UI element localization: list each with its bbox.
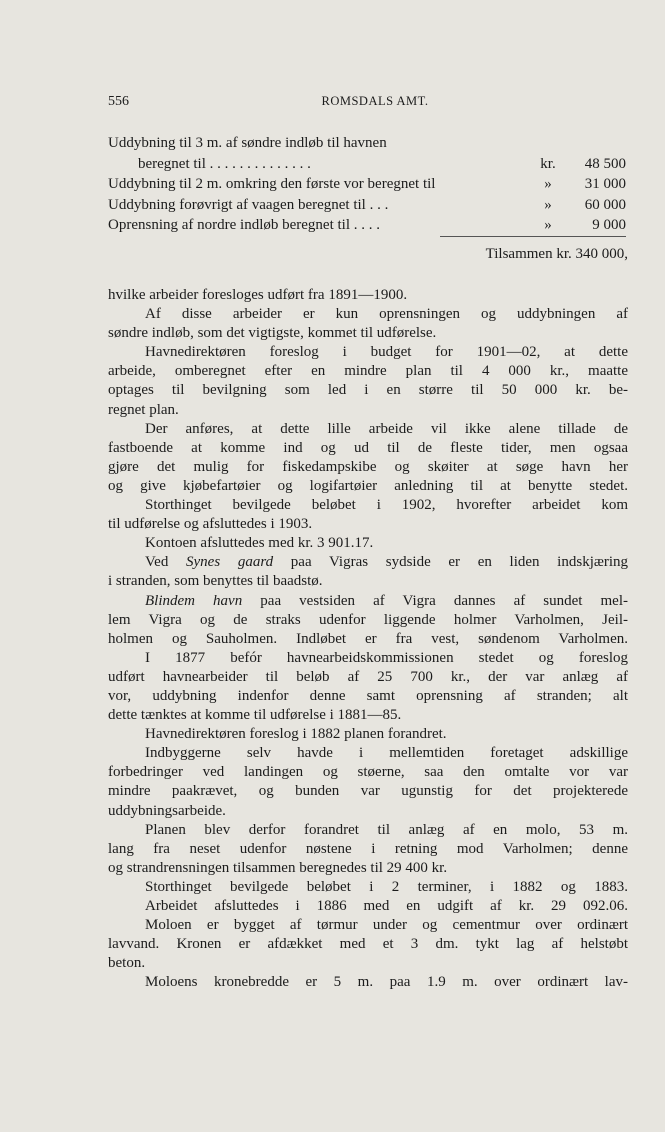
- text-line: søndre indløb, som det vigtigste, kommet til udførelse.: [108, 325, 437, 342]
- cost-description: Uddybning til 2 m. omkring den første vor beregnet til: [108, 176, 436, 192]
- text-line: optages til bevilgning som led i en større til 50 000 kr. be-: [108, 382, 628, 399]
- body-text: [108, 286, 628, 992]
- text-line: lang fra neset udenfor nøstene i retning mod Varholmen; denne: [108, 840, 628, 857]
- cost-value: 48 500: [584, 155, 626, 172]
- text-line: [108, 592, 628, 611]
- text-line: I 1877 befór havnearbeidskommissionen stedet og foreslog: [145, 649, 628, 666]
- text-line: arbeide, omberegnet efter en mindre plan til 4 000 kr., maatte: [108, 363, 628, 380]
- text-line: og give kjøbefartøier og logifartøier anledning til at benytte stedet.: [108, 477, 628, 494]
- cost-value: 60 000: [584, 196, 626, 213]
- total-rule: [440, 236, 626, 237]
- text-line: Planen blev derfor forandret til anlæg af en molo, 53 m.: [145, 821, 628, 838]
- text-line: Moloens kronebredde er 5 m. paa 1.9 m. over ordinært lav-: [145, 974, 628, 991]
- text-line: hvilke arbeider foresloges udført fra 1891—1900.: [108, 287, 408, 303]
- page-number: 556: [108, 94, 129, 109]
- cost-row: [108, 174, 628, 195]
- cost-row: [108, 195, 628, 216]
- text-line: udført havnearbeider til beløb af 25 700 kr., der var anlæg af: [108, 668, 628, 685]
- cost-unit: »: [544, 176, 552, 192]
- cost-table: [108, 133, 628, 236]
- text-line: Arbeidet afsluttedes i 1886 med en udgift af kr. 29 092.06.: [145, 898, 628, 914]
- text-line: forbedringer ved landingen og støerne, saa den omtalte vor var: [108, 764, 628, 781]
- text-line: Indbyggerne selv havde i mellemtiden foretaget adskillige: [145, 745, 628, 762]
- text-line: i stranden, som benyttes til baadstø.: [108, 573, 323, 590]
- text-line: fastboende at komme ind og ud til de fleste tider, men ogsaa: [108, 439, 628, 456]
- cost-description: beregnet til . . . . . . . . . . . . . .: [138, 155, 311, 172]
- cost-value: 31 000: [584, 176, 626, 192]
- cost-description: Uddybning til 3 m. af søndre indløb til havnen: [108, 135, 387, 151]
- text-fragment: paa vestsiden af Vigra dannes af sundet mel-: [260, 592, 629, 609]
- cost-unit: kr.: [540, 155, 556, 172]
- page-header: [108, 94, 628, 114]
- running-title: ROMSDALS AMT.: [321, 94, 429, 108]
- cost-row: [108, 154, 628, 175]
- text-line: Havnedirektøren foreslog i 1882 planen forandret.: [145, 726, 447, 743]
- cost-total: Tilsammen kr. 340 000,: [485, 246, 628, 262]
- text-line: gjøre det mulig for fiskedampskibe og skøiter at søge havn her: [108, 458, 628, 475]
- text-line: holmen og Sauholmen. Indløbet er fra vest, søndenom Varholmen.: [108, 630, 628, 647]
- text-fragment: paa Vigras sydside er en liden indskjæring: [290, 554, 629, 571]
- text-line: Moloen er bygget af tørmur under og cementmur over ordinært: [145, 917, 628, 934]
- text-line: og strandrensningen tilsammen beregnedes til 29 400 kr.: [108, 859, 448, 876]
- cost-unit: »: [544, 217, 552, 233]
- text-line: Havnedirektøren foreslog i budget for 1901—02, at dette: [145, 344, 628, 361]
- text-line: vor, uddybning indenfor denne samt oprensning af stranden; alt: [108, 687, 628, 704]
- text-line: uddybningsarbeide.: [108, 802, 226, 819]
- cost-value: 9 000: [592, 217, 626, 233]
- text-line: beton.: [108, 955, 146, 972]
- cost-description: Uddybning forøvrigt af vaagen beregnet til . . .: [108, 196, 389, 213]
- place-name: Synes gaard: [186, 554, 274, 571]
- text-line: Kontoen afsluttedes med kr. 3 901.17.: [145, 535, 374, 552]
- text-line: lavvand. Kronen er afdækket med et 3 dm. tykt lag af helstøbt: [108, 936, 628, 953]
- cost-row: [108, 215, 628, 236]
- text-line: lem Vigra og de straks udenfor liggende holmer Varholmen, Jeil-: [108, 611, 628, 628]
- cost-description: Oprensning af nordre indløb beregnet til . . . .: [108, 217, 381, 233]
- text-line: regnet plan.: [108, 401, 179, 418]
- text-line: dette tænktes at komme til udførelse i 1881—85.: [108, 707, 402, 724]
- cost-row: [108, 133, 628, 154]
- place-name: Blindem havn: [145, 592, 243, 609]
- text-line: Der anføres, at dette lille arbeide vil ikke alene tillade de: [145, 420, 628, 437]
- text-line: til udførelse og afsluttedes i 1903.: [108, 516, 313, 533]
- text-line: Storthinget bevilgede beløbet i 1902, hvorefter arbeidet kom: [145, 497, 628, 514]
- text-line: [108, 553, 628, 572]
- text-fragment: Ved: [145, 554, 169, 571]
- cost-unit: »: [544, 196, 552, 213]
- text-line: mindre paakrævet, og bunden var ugunstig for det projekterede: [108, 783, 628, 800]
- text-line: Af disse arbeider er kun oprensningen og uddybningen af: [145, 306, 628, 323]
- text-line: Storthinget bevilgede beløbet i 2 terminer, i 1882 og 1883.: [145, 878, 628, 895]
